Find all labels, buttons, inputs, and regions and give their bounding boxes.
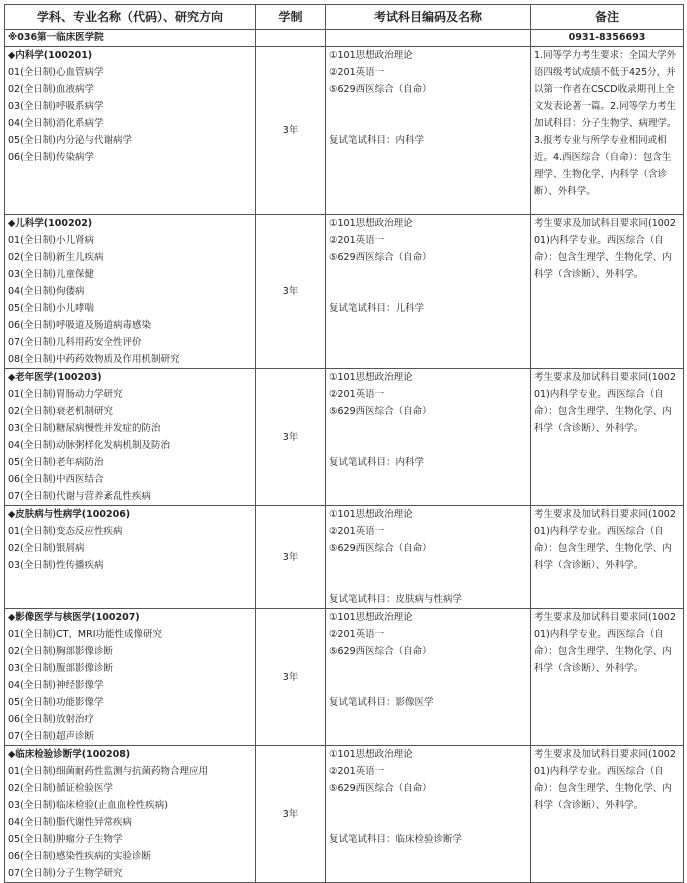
spacer	[329, 660, 527, 677]
exam-subject: ①101思想政治理论	[329, 612, 413, 623]
duration-cell: 3年	[256, 506, 326, 609]
retest-subject: 复试笔试科目：影像医学	[329, 697, 434, 708]
header-exam: 考试科目编码及名称	[326, 5, 531, 30]
research-direction: 06(全日制)传染病学	[8, 152, 95, 163]
major-cell	[5, 369, 256, 506]
remarks-cell: 1.同等学力考生要求：全国大学外语四级考试成绩不低于425分，并以第一作者在CSCD收录期刊上全文发表论著一篇。2.同等学力考生加试科目：分子生物学、病理学。3.报考专业与所学专业相同或相近。4.西医综合（自命）：包含生理学、生物化学、内科学（含诊断）、外科学。	[531, 47, 684, 215]
research-direction: 02(全日制)血液病学	[8, 84, 95, 95]
exam-cell	[326, 47, 531, 215]
research-direction: 03(全日制)儿童保健	[8, 269, 95, 280]
spacer	[329, 797, 527, 814]
department-phone: 0931-8356693	[531, 30, 684, 47]
major-title: ◆临床检验诊断学(100208)	[8, 749, 131, 760]
exam-cell	[326, 609, 531, 746]
research-direction: 05(全日制)小儿哮喘	[8, 303, 95, 314]
duration-cell: 3年	[256, 369, 326, 506]
research-direction: 06(全日制)呼吸道及肠道病毒感染	[8, 320, 152, 331]
exam-subject: ②201英语一	[329, 67, 385, 78]
spacer	[329, 115, 527, 132]
research-direction: 07(全日制)儿科用药安全性评价	[8, 337, 142, 348]
duration-cell: 3年	[256, 609, 326, 746]
remarks-cell: 考生要求及加试科目要求同(100201)内科学专业。西医综合（自命）：包含生理学、生物化学、内科学（含诊断）、外科学。	[531, 215, 684, 369]
spacer	[329, 98, 527, 115]
research-direction: 07(全日制)超声诊断	[8, 731, 95, 742]
research-direction: 03(全日制)糖尿病慢性并发症的防治	[8, 423, 161, 434]
research-direction: 05(全日制)内分泌与代谢病学	[8, 135, 133, 146]
retest-subject: 复试笔试科目：皮肤病与性病学	[329, 594, 463, 605]
spacer	[329, 266, 527, 283]
department-empty-1	[256, 30, 326, 47]
retest-subject: 复试笔试科目：临床检验诊断学	[329, 834, 463, 845]
research-direction: 01(全日制)小儿肾病	[8, 235, 95, 246]
spacer	[329, 420, 527, 437]
major-row	[5, 47, 684, 215]
remarks-cell: 考生要求及加试科目要求同(100201)内科学专业。西医综合（自命）：包含生理学、生物化学、内科学（含诊断）、外科学。	[531, 609, 684, 746]
spacer	[329, 557, 527, 574]
exam-subject: ②201英语一	[329, 389, 385, 400]
research-direction: 04(全日制)神经影像学	[8, 680, 104, 691]
exam-subject: ⑤629西医综合（自命）	[329, 252, 432, 263]
major-title: ◆儿科学(100202)	[8, 218, 93, 229]
research-direction: 01(全日制)CT、MRI功能性成像研究	[8, 629, 163, 640]
major-title: ◆皮肤病与性病学(100206)	[8, 509, 131, 520]
exam-subject: ①101思想政治理论	[329, 50, 413, 61]
duration-cell: 3年	[256, 47, 326, 215]
research-direction: 02(全日制)衰老机制研究	[8, 406, 114, 417]
research-direction: 01(全日制)细菌耐药性监测与抗菌药物合理应用	[8, 766, 209, 777]
research-direction: 06(全日制)中西医结合	[8, 474, 104, 485]
major-cell	[5, 609, 256, 746]
research-direction: 05(全日制)功能影像学	[8, 697, 104, 708]
remarks-cell: 考生要求及加试科目要求同(100201)内科学专业。西医综合（自命）：包含生理学、生物化学、内科学（含诊断）、外科学。	[531, 746, 684, 883]
exam-subject: ⑤629西医综合（自命）	[329, 646, 432, 657]
duration-cell: 3年	[256, 215, 326, 369]
exam-subject: ⑤629西医综合（自命）	[329, 406, 432, 417]
exam-subject: ①101思想政治理论	[329, 218, 413, 229]
research-direction: 05(全日制)肿瘤分子生物学	[8, 834, 123, 845]
admissions-table	[4, 4, 684, 883]
research-direction: 03(全日制)临床检验(止血血栓性疾病)	[8, 800, 168, 811]
major-cell	[5, 47, 256, 215]
exam-subject: ⑤629西医综合（自命）	[329, 543, 432, 554]
major-row	[5, 746, 684, 883]
major-title: ◆影像医学与核医学(100207)	[8, 612, 140, 623]
department-empty-2	[326, 30, 531, 47]
research-direction: 04(全日制)佝偻病	[8, 286, 85, 297]
research-direction: 06(全日制)放射治疗	[8, 714, 95, 725]
exam-subject: ①101思想政治理论	[329, 749, 413, 760]
research-direction: 02(全日制)银屑病	[8, 543, 85, 554]
major-cell	[5, 746, 256, 883]
research-direction: 02(全日制)新生儿疾病	[8, 252, 104, 263]
exam-cell	[326, 506, 531, 609]
research-direction: 04(全日制)脂代谢性异常疾病	[8, 817, 133, 828]
exam-subject: ②201英语一	[329, 766, 385, 777]
research-direction: 03(全日制)呼吸系病学	[8, 101, 104, 112]
spacer	[329, 283, 527, 300]
research-direction: 01(全日制)变态反应性疾病	[8, 526, 123, 537]
department-row	[5, 30, 684, 47]
exam-subject: ①101思想政治理论	[329, 372, 413, 383]
research-direction: 07(全日制)分子生物学研究	[8, 868, 123, 879]
retest-subject: 复试笔试科目：儿科学	[329, 303, 425, 314]
research-direction: 03(全日制)腹部影像诊断	[8, 663, 114, 674]
major-cell	[5, 506, 256, 609]
header-subject: 学科、专业名称（代码）、研究方向	[5, 5, 256, 30]
research-direction: 04(全日制)动脉粥样化发病机制及防治	[8, 440, 171, 451]
major-title: ◆内科学(100201)	[8, 50, 93, 61]
spacer	[329, 677, 527, 694]
research-direction: 01(全日制)心血管病学	[8, 67, 104, 78]
research-direction: 02(全日制)循证检验医学	[8, 783, 114, 794]
exam-cell	[326, 369, 531, 506]
major-row	[5, 215, 684, 369]
exam-subject: ⑤629西医综合（自命）	[329, 84, 432, 95]
exam-cell	[326, 215, 531, 369]
exam-cell	[326, 746, 531, 883]
retest-subject: 复试笔试科目：内科学	[329, 457, 425, 468]
header-duration: 学制	[256, 5, 326, 30]
research-direction: 08(全日制)中药药效物质及作用机制研究	[8, 354, 180, 365]
spacer	[329, 814, 527, 831]
header-remarks: 备注	[531, 5, 684, 30]
exam-subject: ①101思想政治理论	[329, 509, 413, 520]
major-row	[5, 369, 684, 506]
research-direction: 04(全日制)消化系病学	[8, 118, 104, 129]
duration-cell: 3年	[256, 746, 326, 883]
research-direction: 06(全日制)感染性疾病的实验诊断	[8, 851, 152, 862]
exam-subject: ②201英语一	[329, 526, 385, 537]
research-direction: 01(全日制)胃肠动力学研究	[8, 389, 123, 400]
exam-subject: ②201英语一	[329, 629, 385, 640]
research-direction: 03(全日制)性传播疾病	[8, 560, 104, 571]
remarks-cell: 考生要求及加试科目要求同(100201)内科学专业。西医综合（自命）：包含生理学、生物化学、内科学（含诊断）、外科学。	[531, 369, 684, 506]
major-title: ◆老年医学(100203)	[8, 372, 102, 383]
exam-subject: ②201英语一	[329, 235, 385, 246]
exam-subject: ⑤629西医综合（自命）	[329, 783, 432, 794]
header-row	[5, 5, 684, 30]
department-name: ※036第一临床医学院	[5, 30, 256, 47]
spacer	[329, 574, 527, 591]
remarks-cell: 考生要求及加试科目要求同(100201)内科学专业。西医综合（自命）：包含生理学、生物化学、内科学（含诊断）、外科学。	[531, 506, 684, 609]
research-direction: 05(全日制)老年病防治	[8, 457, 104, 468]
major-cell	[5, 215, 256, 369]
major-row	[5, 609, 684, 746]
research-direction: 07(全日制)代谢与营养紊乱性疾病	[8, 491, 152, 502]
spacer	[329, 437, 527, 454]
research-direction: 02(全日制)胸部影像诊断	[8, 646, 114, 657]
major-row	[5, 506, 684, 609]
retest-subject: 复试笔试科目：内科学	[329, 135, 425, 146]
